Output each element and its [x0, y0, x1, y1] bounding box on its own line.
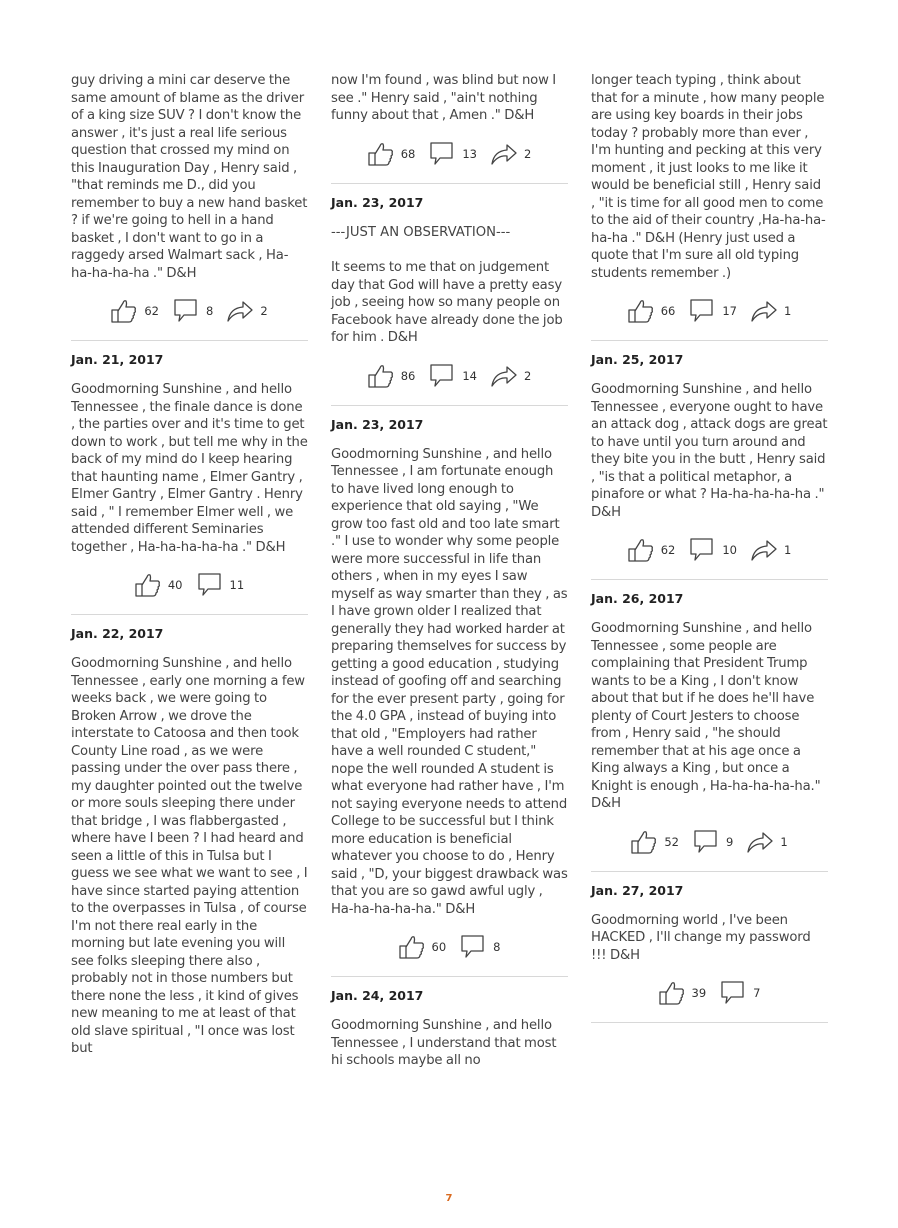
like-count: 39 — [691, 986, 707, 1000]
post-text: Goodmorning Sunshine , and hello Tennessee , I am fortunate enough to have lived long enough to experience that old saying , "We grow too fast old and too late smart ." I use to wonder why some people were more successful in life than others , when in my eyes I saw myself as way smarter than they , as I have grown older I realized that generally they had worked harder at preparing themselves for success by getting a good education , studying instead of goofing off and searching for the ever present party , going for the 4.0 GPA , instead of buying into that old , "Employers had rather have a well rounded C student," nope the well rounded A student is what everyone had rather have , I'm not saying everyone needs to attend College to be successful but I think more education is beneficial whatever you choose to do , Henry said , "D, your biggest drawback was that you are so gawd awful ugly , Ha-ha-ha-ha-ha." D&H — [331, 446, 568, 917]
share-icon — [491, 364, 517, 388]
comment-count: 17 — [722, 304, 737, 318]
post — [71, 625, 308, 1058]
divider — [591, 340, 828, 341]
share-icon — [751, 538, 777, 562]
like-stat — [368, 364, 416, 388]
post-stats — [331, 918, 568, 976]
like-stat — [368, 142, 416, 166]
comment-count: 13 — [462, 146, 477, 161]
share-count: 1 — [783, 304, 792, 318]
share-stat — [227, 299, 267, 323]
like-count: 40 — [167, 578, 183, 592]
post — [331, 987, 568, 1070]
like-stat — [135, 573, 183, 597]
comment-stat — [197, 573, 245, 597]
share-stat — [747, 830, 787, 854]
thumbs-up-icon — [135, 573, 161, 597]
comment-stat — [689, 299, 737, 323]
comment-count: 7 — [753, 986, 761, 1000]
post-stats — [591, 282, 828, 340]
post — [71, 351, 308, 615]
like-count: 60 — [431, 940, 447, 954]
post-text: longer teach typing , think about that for a minute , how many people are using key boards in their jobs today ? probably more than ever , I'm hunting and pecking at this very moment , it just looks to me like it would be beneficial still , Henry said , "it is time for all good men to come to the aid of their country ,Ha-ha-ha-ha-ha ." D&H (Henry just used a quote that I'm sure all old typing students remember .) — [591, 73, 826, 281]
column-3 — [591, 72, 828, 1033]
comment-count: 8 — [493, 940, 501, 954]
comment-stat — [689, 538, 737, 562]
thumbs-up-icon — [631, 830, 657, 854]
post-date: Jan. 25, 2017 — [591, 352, 684, 367]
post-stats — [591, 521, 828, 579]
share-count: 2 — [260, 304, 268, 318]
post-text: Goodmorning Sunshine , and hello Tennessee , the finale dance is done , the parties over and it's time to get down to work , but tell me why in the back of my mind do I keep hearing that haunting name , Elmer Gantry , Elmer Gantry , Elmer Gantry . Henry said , " I remember Elmer well , we attended different Seminaries together , Ha-ha-ha-ha-ha ." D&H — [71, 382, 308, 555]
thumbs-up-icon — [111, 299, 137, 323]
comment-count: 8 — [205, 304, 214, 318]
like-count: 62 — [144, 304, 159, 318]
divider — [591, 871, 828, 872]
share-icon — [491, 142, 517, 166]
share-count: 2 — [523, 368, 532, 383]
thumbs-up-icon — [399, 935, 425, 959]
post-text: Goodmorning Sunshine , and hello Tennessee , early one morning a few weeks back , we were going to Broken Arrow , we drove the interstate to Catoosa and then took County Line road , as we were passing under the over pass there , my daughter pointed out the twelve or more souls sleeping there under that bridge , I was flabbergasted , where have I been ? I had heard and seen a little of this in Tulsa but I guess we see what we want to see , I have since started paying attention to the overpasses in Tulsa , of course I'm not there real early in the morning but late evening you will see folks sleeping there also , probably not in those numbers but there none the less , it kind of gives new meaning to me at least of that old slave spiritual , "I once was lost but — [71, 656, 308, 1056]
comment-icon — [460, 935, 486, 959]
comment-stat — [460, 935, 500, 959]
comment-count: 10 — [722, 543, 737, 557]
post-text: Goodmorning Sunshine , and hello Tennessee , some people are complaining that President Trump wants to be a King , I don't know about that but if he does he'll have plenty of Court Jesters to choose from , Henry said , "he should remember that at his age once a King always a King , but once a Knight is enough , Ha-ha-ha-ha-ha." D&H — [591, 621, 821, 811]
comment-icon — [173, 299, 199, 323]
like-count: 86 — [400, 368, 416, 383]
comment-stat — [720, 981, 760, 1005]
like-stat — [631, 830, 679, 854]
divider — [71, 340, 308, 341]
divider — [331, 405, 568, 406]
thumbs-up-icon — [628, 299, 654, 323]
post-text: guy driving a mini car deserve the same amount of blame as the driver of a king size SUV ? I don't know the answer , it's just a real life serious question that crossed my mind on this Inauguration Day , Henry said , "that reminds me D., did you remember to buy a new hand basket ? if we're going to hell in a hand basket , I don't want to go in a raggedy arsed Walmart sack , Ha-ha-ha-ha-ha ." D&H — [71, 73, 308, 281]
comment-icon — [689, 538, 715, 562]
share-count: 1 — [783, 543, 792, 557]
share-stat — [491, 142, 531, 166]
page-number: 7 — [445, 1193, 453, 1204]
like-stat — [659, 981, 707, 1005]
comment-icon — [429, 364, 455, 388]
post — [591, 351, 828, 580]
thumbs-up-icon — [628, 538, 654, 562]
like-count: 62 — [660, 543, 676, 557]
post-text: Goodmorning Sunshine , and hello Tennessee , I understand that most hi schools maybe all no — [331, 1018, 557, 1068]
comment-count: 9 — [725, 834, 734, 849]
divider — [331, 976, 568, 977]
post-stats — [331, 125, 568, 183]
post-heading: ---JUST AN OBSERVATION--- — [331, 224, 511, 240]
like-count: 52 — [664, 834, 679, 849]
comment-stat — [173, 299, 213, 323]
share-icon — [747, 830, 773, 854]
share-stat — [491, 364, 531, 388]
post-date: Jan. 24, 2017 — [331, 988, 424, 1003]
comment-icon — [429, 142, 455, 166]
share-icon — [751, 299, 777, 323]
post-stats — [331, 347, 568, 405]
post — [331, 416, 568, 978]
comment-stat — [693, 830, 733, 854]
like-stat — [399, 935, 447, 959]
share-count: 2 — [523, 146, 532, 161]
like-stat — [628, 299, 676, 323]
comment-stat — [429, 364, 477, 388]
post-stats — [71, 556, 308, 614]
column-1 — [71, 72, 308, 1058]
post-text: Goodmorning Sunshine , and hello Tennessee , everyone ought to have an attack dog , attack dogs are great to have until you turn around and they bite you in the butt , Henry said , "is that a political metaphor, a pinafore or what ? Ha-ha-ha-ha-ha ." D&H — [591, 382, 828, 520]
post-text: Goodmorning world , I've been HACKED , I'll change my password !!! D&H — [591, 912, 811, 963]
share-icon — [227, 299, 253, 323]
post-date: Jan. 21, 2017 — [71, 352, 164, 367]
post-date: Jan. 22, 2017 — [71, 626, 164, 641]
divider — [591, 1022, 828, 1023]
post-text: now I'm found , was blind but now I see ." Henry said , "ain't nothing funny about that , Amen ." D&H — [331, 73, 557, 123]
divider — [331, 183, 568, 184]
like-count: 66 — [660, 304, 676, 318]
comment-stat — [429, 142, 477, 166]
share-count: 1 — [780, 834, 788, 849]
post-date: Jan. 27, 2017 — [591, 882, 684, 898]
comment-icon — [197, 573, 223, 597]
post — [591, 590, 828, 872]
thumbs-up-icon — [659, 981, 685, 1005]
post-date: Jan. 23, 2017 — [331, 194, 424, 210]
post — [331, 194, 568, 406]
divider — [71, 614, 308, 615]
column-2 — [331, 72, 568, 1070]
comment-icon — [689, 299, 715, 323]
thumbs-up-icon — [368, 364, 394, 388]
thumbs-up-icon — [368, 142, 394, 166]
post-stats — [71, 282, 308, 340]
post-date: Jan. 26, 2017 — [591, 591, 684, 606]
post-text: It seems to me that on judgement day that God will have a pretty easy job , seeing how so many people on Facebook have already done the job for him . D&H — [331, 260, 563, 345]
like-count: 68 — [400, 146, 416, 161]
like-stat — [628, 538, 676, 562]
comment-count: 11 — [229, 578, 245, 592]
comment-icon — [693, 830, 719, 854]
post — [591, 882, 828, 1024]
share-stat — [751, 538, 791, 562]
post-stats — [591, 964, 828, 1022]
comment-count: 14 — [462, 368, 477, 383]
like-stat — [111, 299, 159, 323]
post-stats — [591, 813, 828, 871]
divider — [591, 579, 828, 580]
share-stat — [751, 299, 791, 323]
comment-icon — [720, 981, 746, 1005]
post-date: Jan. 23, 2017 — [331, 416, 424, 432]
